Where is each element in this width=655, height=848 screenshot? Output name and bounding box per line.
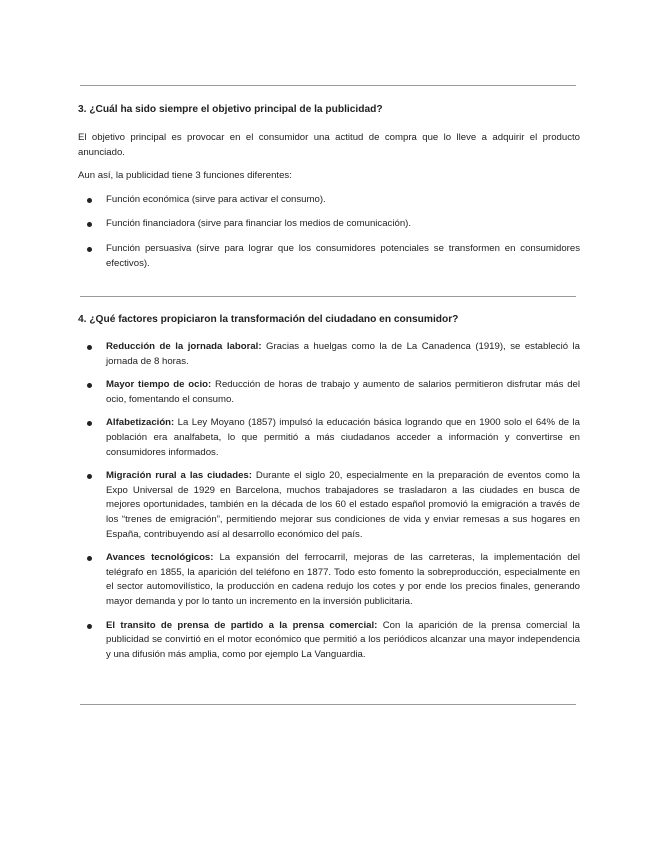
section-4-heading: 4. ¿Qué factores propiciaron la transformación del ciudadano en consumidor? <box>78 314 459 325</box>
list-item-text: Con la aparición de la prensa comercial la publicidad se convirtió en el motor económico que permitió a los periódicos alcanzar una mayor independencia y una difusión más amplia, como por ejemplo La Vanguardia. <box>106 619 581 660</box>
list-item-text: Función financiadora (sirve para financiar los medios de comunicación). <box>106 218 412 230</box>
section-4-factor-list <box>78 340 580 662</box>
list-item <box>78 416 580 460</box>
list-item <box>78 193 580 208</box>
section-3-paragraph-1: El objetivo principal es provocar en el consumidor una actitud de compra que lo lleve a adquirir el producto anunciado. <box>78 132 580 158</box>
list-item-term: Migración rural a las ciudades: <box>106 470 252 482</box>
bullet-icon <box>87 383 92 388</box>
list-item-term: Reducción de la jornada laboral: <box>106 341 262 352</box>
list-item <box>78 469 580 542</box>
bullet-icon <box>87 556 92 561</box>
list-item-term: El transito de prensa de partido a la prensa comercial: <box>106 619 378 631</box>
horizontal-rule-middle <box>80 296 576 297</box>
bullet-icon <box>87 345 92 350</box>
bullet-icon <box>87 474 92 479</box>
section-4 <box>78 313 580 662</box>
section-3-paragraph-2: Aun así, la publicidad tiene 3 funciones diferentes: <box>78 170 292 182</box>
list-item <box>78 242 580 271</box>
bullet-icon <box>87 222 92 227</box>
list-item <box>78 619 580 663</box>
list-item-text: Durante el siglo 20, especialmente en la preparación de eventos como la Expo Universal de 1929 en Barcelona, muchos trabajadores se trasladaron a las ciudades en busca de mejores oportunidades, también en la década de los 60 el estado español promovió la emigración a través de los “trenes de emigración”, permitiendo mejorar sus condiciones de vida y enviar remesas a sus hogares en España, contribuyendo así al desarrollo económico del país. <box>106 470 580 540</box>
list-item-term: Mayor tiempo de ocio: <box>106 379 212 391</box>
bullet-icon <box>87 247 92 252</box>
list-item <box>78 217 580 232</box>
section-3 <box>78 103 580 271</box>
list-item-text: La Ley Moyano (1857) impulsó la educación básica logrando que en 1900 solo el 64% de la población era analfabeta, lo que permitió a más ciudadanos acceder a información y convertirse en consumidores informados. <box>106 417 580 458</box>
section-3-heading: 3. ¿Cuál ha sido siempre el objetivo principal de la publicidad? <box>78 104 383 115</box>
list-item-text: Función persuasiva (sirve para lograr que los consumidores potenciales se transformen en consumidores efectivos). <box>106 242 580 269</box>
bullet-icon <box>87 624 92 629</box>
list-item <box>78 340 580 369</box>
list-item <box>78 378 580 407</box>
list-item-text: Función económica (sirve para activar el consumo). <box>106 193 326 205</box>
bullet-icon <box>87 198 92 203</box>
horizontal-rule-top <box>80 85 576 86</box>
list-item <box>78 551 580 609</box>
list-item-text: Reducción de horas de trabajo y aumento de salarios permitieron disfrutar más del ocio, fomentando el consumo. <box>106 379 581 405</box>
list-item-term: Alfabetización: <box>106 417 175 429</box>
list-item-term: Avances tecnológicos: <box>106 552 214 564</box>
horizontal-rule-bottom <box>80 704 576 705</box>
list-item-text: La expansión del ferrocarril, mejoras de las carreteras, la implementación del telégrafo en 1855, la aparición del teléfono en 1877. Todo esto fomento la sobreproducción, especialmente en el sector automovilístico, la producción en cadena redujo los cotes y por ende los precios finales, generando mayor demanda y por lo tanto un incremento en la inversión publicitaria. <box>106 552 581 607</box>
bullet-icon <box>87 421 92 426</box>
list-item-text: Gracias a huelgas como la de La Canadenca (1919), se estableció la jornada de 8 horas. <box>106 341 581 367</box>
section-3-function-list <box>78 193 580 271</box>
